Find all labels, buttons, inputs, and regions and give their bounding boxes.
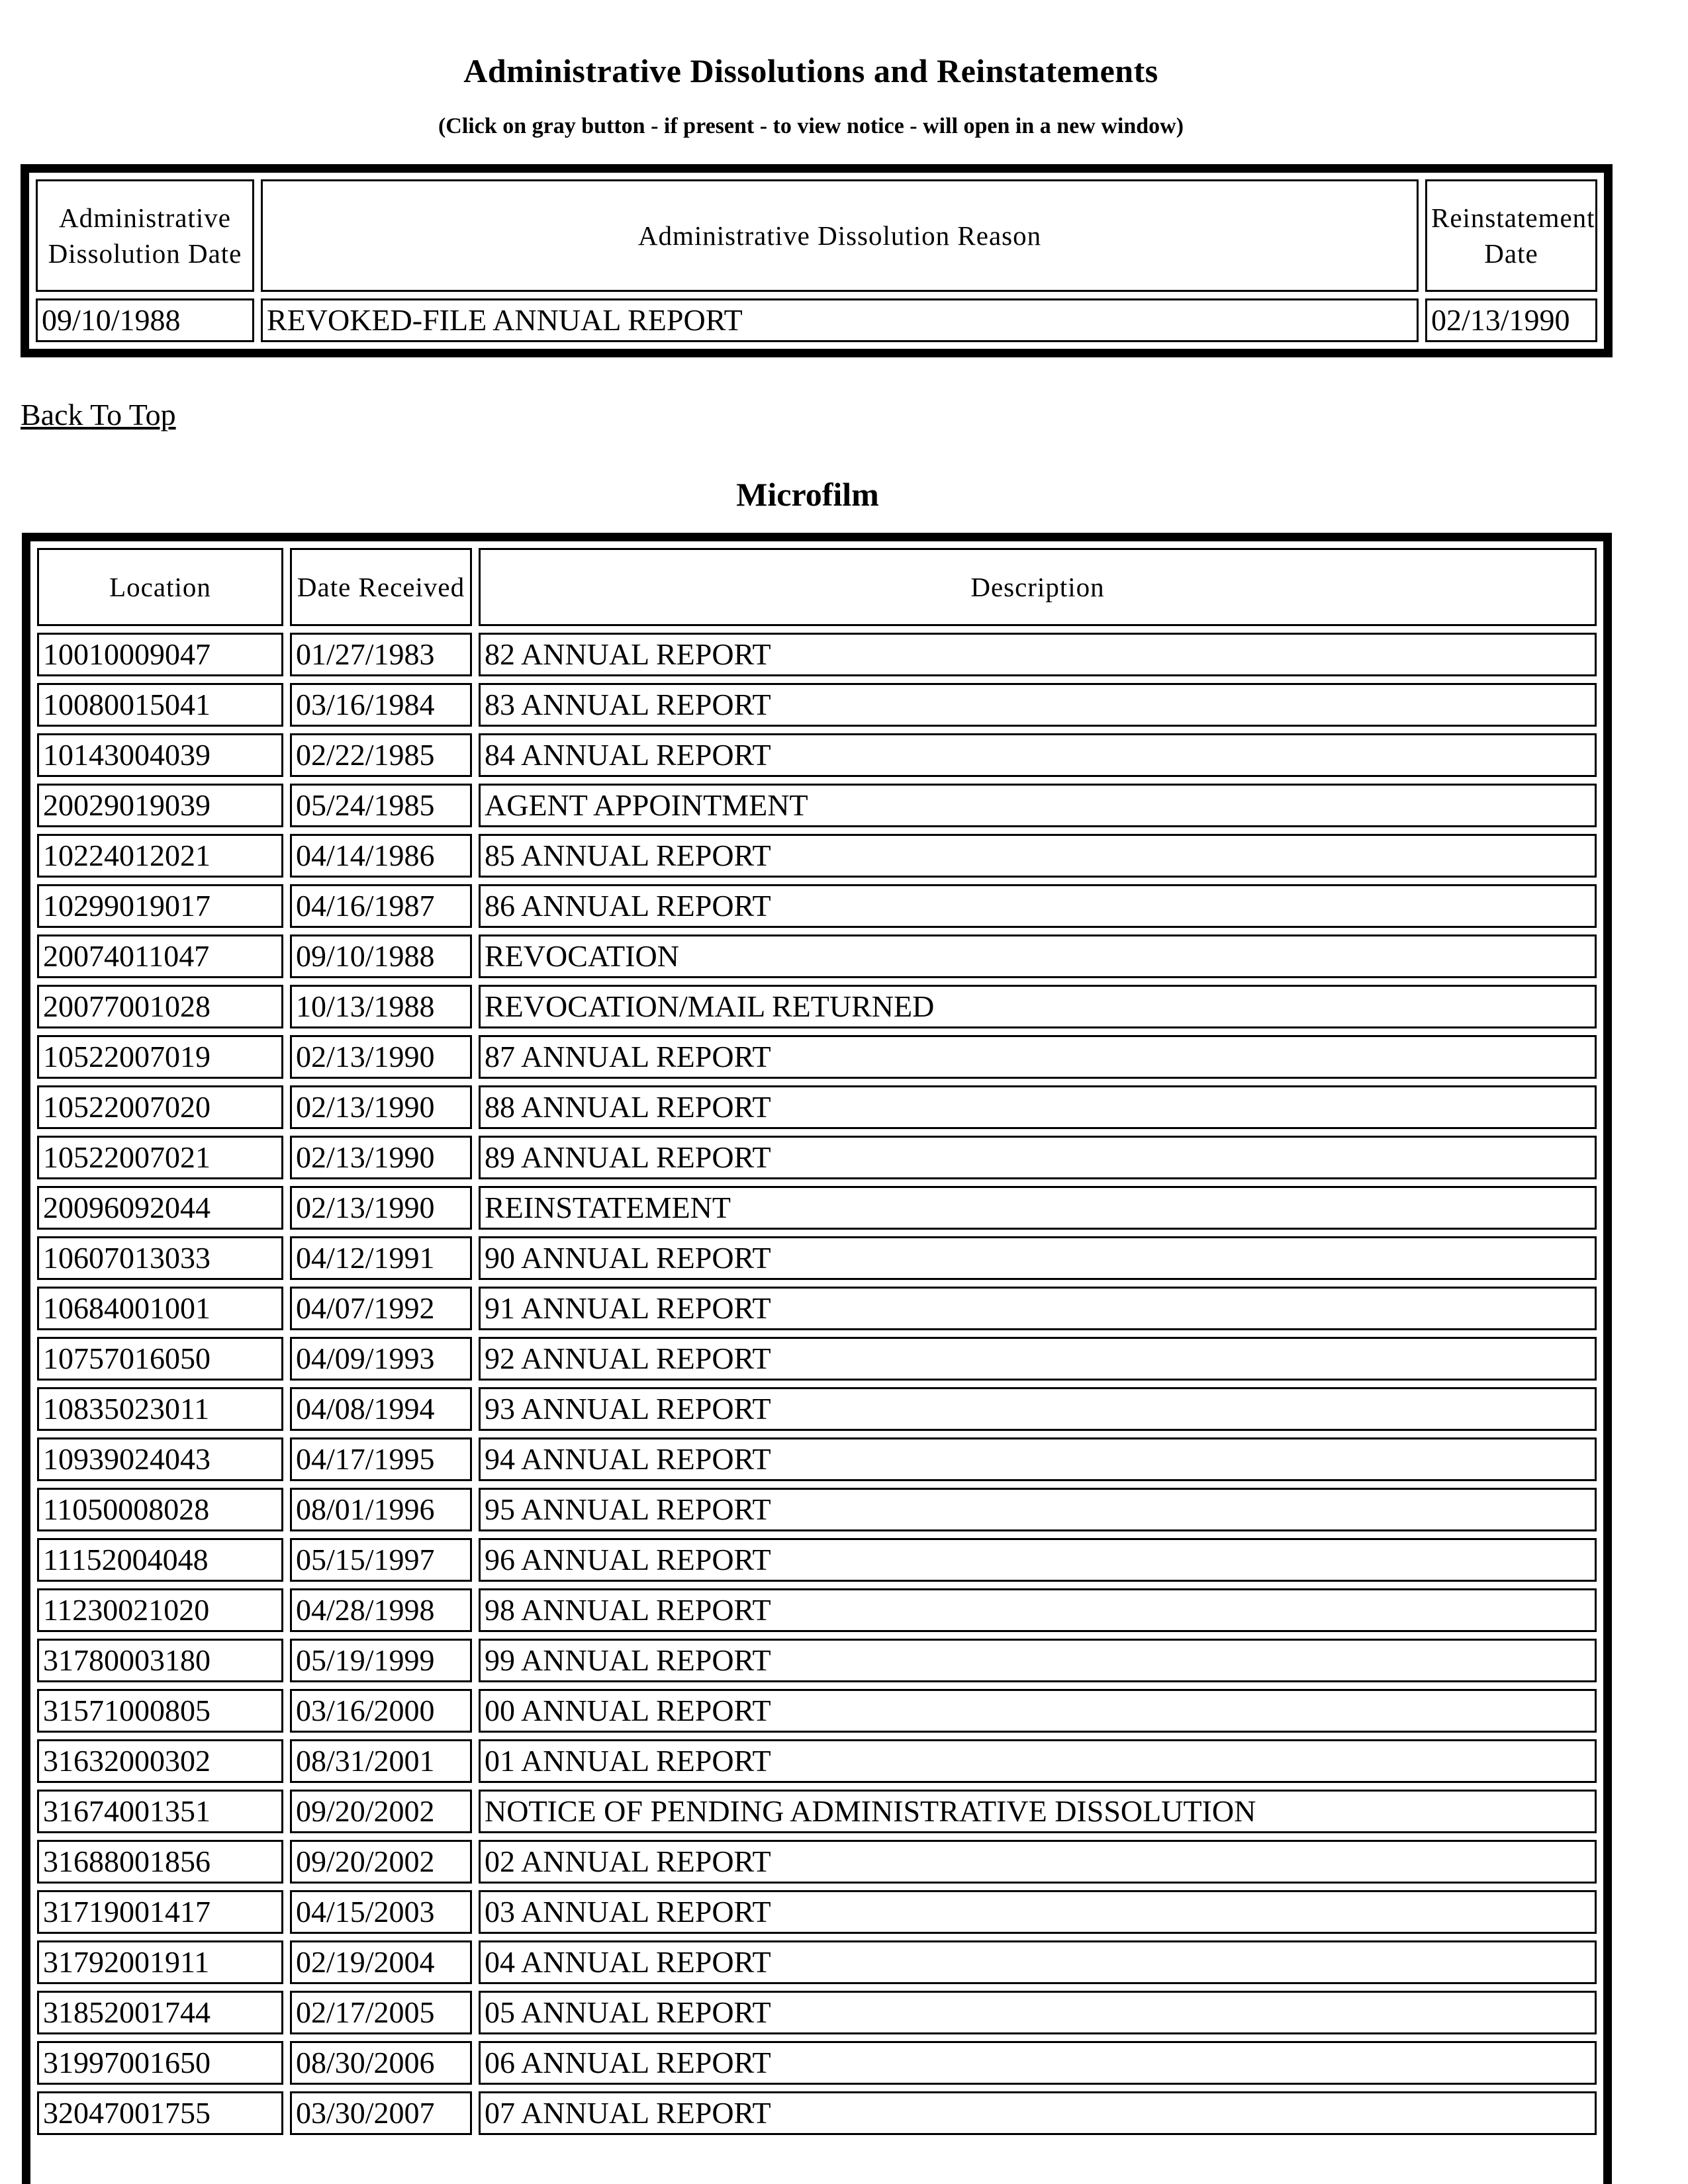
date-received-cell: 04/14/1986 [290,834,472,878]
table-row [37,1337,1597,1381]
date-received-cell: 02/17/2005 [290,1991,472,2034]
location-cell: 10522007021 [37,1136,283,1179]
location-cell: 10939024043 [37,1437,283,1481]
dissolutions-title: Administrative Dissolutions and Reinstatements [463,52,1158,89]
description-cell: 07 ANNUAL REPORT [479,2091,1597,2135]
description-cell: NOTICE OF PENDING ADMINISTRATIVE DISSOLUTION [479,1790,1597,1833]
table-row [37,1387,1597,1431]
location-cell: 10607013033 [37,1236,283,1280]
description-cell: 85 ANNUAL REPORT [479,834,1597,878]
table-row [37,1538,1597,1582]
location-cell: 32047001755 [37,2091,283,2135]
date-received-cell: 04/15/2003 [290,1890,472,1934]
date-received-cell: 04/09/1993 [290,1337,472,1381]
description-cell: 00 ANNUAL REPORT [479,1689,1597,1733]
date-received-cell: 02/13/1990 [290,1136,472,1179]
location-cell: 31674001351 [37,1790,283,1833]
location-cell: 20074011047 [37,934,283,978]
column-header-dissolution-date: Administrative Dissolution Date [36,179,254,292]
table-row [37,1639,1597,1682]
table-row [37,2041,1597,2085]
description-cell: 87 ANNUAL REPORT [479,1035,1597,1079]
location-cell: 10835023011 [37,1387,283,1431]
description-cell: 01 ANNUAL REPORT [479,1739,1597,1783]
table-row [37,1136,1597,1179]
dissolutions-table-frame [21,164,1613,357]
location-cell: 10224012021 [37,834,283,878]
date-received-cell: 02/13/1990 [290,1035,472,1079]
back-to-top-link[interactable]: Back To Top [21,398,176,432]
location-cell: 11152004048 [37,1538,283,1582]
table-row [37,1236,1597,1280]
table-row [37,1790,1597,1833]
date-received-cell: 04/16/1987 [290,884,472,928]
location-cell: 31632000302 [37,1739,283,1783]
description-cell: 82 ANNUAL REPORT [479,633,1597,676]
description-cell: 84 ANNUAL REPORT [479,733,1597,777]
date-received-cell: 01/27/1983 [290,633,472,676]
description-cell: 91 ANNUAL REPORT [479,1287,1597,1330]
location-cell: 10299019017 [37,884,283,928]
description-cell: REVOCATION [479,934,1597,978]
date-received-cell: 02/13/1990 [290,1085,472,1129]
date-received-cell: 05/15/1997 [290,1538,472,1582]
table-row [37,784,1597,827]
description-cell: 03 ANNUAL REPORT [479,1890,1597,1934]
description-cell: AGENT APPOINTMENT [479,784,1597,827]
location-cell: 10143004039 [37,733,283,777]
date-received-cell: 10/13/1988 [290,985,472,1028]
location-cell: 31571000805 [37,1689,283,1733]
table-row [37,1940,1597,1984]
location-cell: 31852001744 [37,1991,283,2034]
description-cell: 95 ANNUAL REPORT [479,1488,1597,1531]
description-cell: 92 ANNUAL REPORT [479,1337,1597,1381]
table-row [37,1588,1597,1632]
table-row [37,1488,1597,1531]
date-received-cell: 08/30/2006 [290,2041,472,2085]
location-cell: 10010009047 [37,633,283,676]
date-received-cell: 04/17/1995 [290,1437,472,1481]
description-cell: 99 ANNUAL REPORT [479,1639,1597,1682]
location-cell: 11050008028 [37,1488,283,1531]
description-cell: 83 ANNUAL REPORT [479,683,1597,727]
dissolutions-table [29,173,1604,349]
table-row [37,683,1597,727]
description-cell: REVOCATION/MAIL RETURNED [479,985,1597,1028]
description-cell: 89 ANNUAL REPORT [479,1136,1597,1179]
location-cell: 10080015041 [37,683,283,727]
description-cell: 86 ANNUAL REPORT [479,884,1597,928]
date-received-cell: 03/30/2007 [290,2091,472,2135]
location-cell: 20029019039 [37,784,283,827]
location-cell: 10522007020 [37,1085,283,1129]
table-row [37,1035,1597,1079]
dissolution-date-cell: 09/10/1988 [36,298,254,342]
description-cell: 96 ANNUAL REPORT [479,1538,1597,1582]
date-received-cell: 08/01/1996 [290,1488,472,1531]
microfilm-table [30,541,1603,2142]
location-cell: 10522007019 [37,1035,283,1079]
description-cell: 02 ANNUAL REPORT [479,1840,1597,1884]
table-row [37,934,1597,978]
date-received-cell: 04/12/1991 [290,1236,472,1280]
location-cell: 10757016050 [37,1337,283,1381]
microfilm-title: Microfilm [736,476,879,513]
location-cell: 20096092044 [37,1186,283,1230]
description-cell: 04 ANNUAL REPORT [479,1940,1597,1984]
date-received-cell: 09/20/2002 [290,1840,472,1884]
table-row [37,884,1597,928]
description-cell: 98 ANNUAL REPORT [479,1588,1597,1632]
date-received-cell: 05/24/1985 [290,784,472,827]
table-row [37,1890,1597,1934]
location-cell: 31997001650 [37,2041,283,2085]
date-received-cell: 09/20/2002 [290,1790,472,1833]
table-row [37,1287,1597,1330]
location-cell: 20077001028 [37,985,283,1028]
location-cell: 31792001911 [37,1940,283,1984]
table-row [37,1186,1597,1230]
description-cell: 94 ANNUAL REPORT [479,1437,1597,1481]
date-received-cell: 03/16/1984 [290,683,472,727]
dissolutions-subtitle: (Click on gray button - if present - to view notice - will open in a new window) [438,114,1184,138]
date-received-cell: 03/16/2000 [290,1689,472,1733]
date-received-cell: 04/07/1992 [290,1287,472,1330]
date-received-cell: 05/19/1999 [290,1639,472,1682]
description-cell: 93 ANNUAL REPORT [479,1387,1597,1431]
column-header-description: Description [479,548,1597,626]
description-cell: 88 ANNUAL REPORT [479,1085,1597,1129]
location-cell: 31719001417 [37,1890,283,1934]
date-received-cell: 04/08/1994 [290,1387,472,1431]
date-received-cell: 09/10/1988 [290,934,472,978]
column-header-dissolution-reason: Administrative Dissolution Reason [261,179,1419,292]
date-received-cell: 02/13/1990 [290,1186,472,1230]
table-row [37,834,1597,878]
description-cell: 06 ANNUAL REPORT [479,2041,1597,2085]
table-row [37,2091,1597,2135]
column-header-reinstatement-date: Reinstatement Date [1425,179,1597,292]
description-cell: 90 ANNUAL REPORT [479,1236,1597,1280]
microfilm-table-frame [22,533,1612,2184]
table-row [37,633,1597,676]
description-cell: 05 ANNUAL REPORT [479,1991,1597,2034]
date-received-cell: 02/19/2004 [290,1940,472,1984]
table-row [37,985,1597,1028]
dissolution-reason-cell: REVOKED-FILE ANNUAL REPORT [261,298,1419,342]
table-row [37,1437,1597,1481]
location-cell: 31688001856 [37,1840,283,1884]
date-received-cell: 04/28/1998 [290,1588,472,1632]
reinstatement-date-cell: 02/13/1990 [1425,298,1597,342]
table-row [37,1840,1597,1884]
table-row [37,1689,1597,1733]
table-row [36,298,1597,342]
table-row [37,1739,1597,1783]
table-row [37,1991,1597,2034]
table-header-row [37,548,1597,626]
description-cell: REINSTATEMENT [479,1186,1597,1230]
column-header-location: Location [37,548,283,626]
location-cell: 10684001001 [37,1287,283,1330]
table-row [37,1085,1597,1129]
date-received-cell: 08/31/2001 [290,1739,472,1783]
location-cell: 11230021020 [37,1588,283,1632]
table-row [37,733,1597,777]
column-header-date-received: Date Received [290,548,472,626]
date-received-cell: 02/22/1985 [290,733,472,777]
location-cell: 31780003180 [37,1639,283,1682]
table-header-row [36,179,1597,292]
